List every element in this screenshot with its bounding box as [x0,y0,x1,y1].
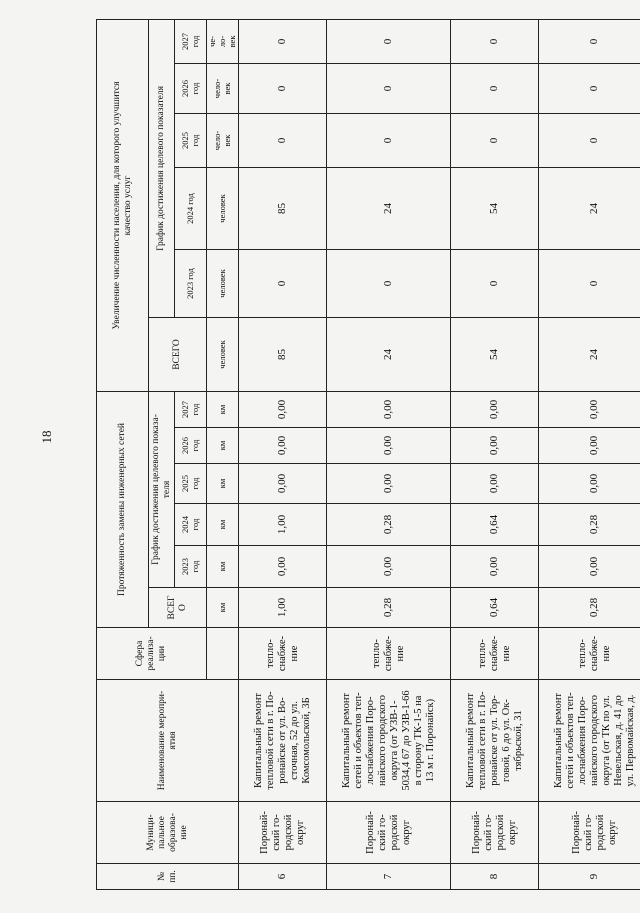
row-len-total: 1,00 [239,588,327,628]
row-sphere: тепло- снабже- ние [539,628,640,680]
row-len-2024: 0,28 [539,504,640,546]
row-pop-2024: 85 [239,168,327,250]
row-len-2025: 0,00 [327,464,451,504]
header-population-group: Увеличение численности населения, для которого улучшится качество услуг [97,19,149,391]
row-len-2025: 0,00 [539,464,640,504]
header-sphere: Сфера реализа- ции [97,628,207,680]
header-pop-2025: 2025 год [175,114,207,168]
row-no: 8 [451,864,539,890]
row-pop-2027: 0 [327,19,451,63]
row-pop-2023: 0 [451,250,539,318]
row-event: Капитальный ремонт сетей и объектов теп- лоснабжения Поро- найского городского округа (от УЗВ-1- 5034,4 67 до УЗВ-1-66 в сторону ТК-1-5 на 13 м г. Поронайск) [327,680,451,802]
page-number: 18 [39,430,54,444]
unit-len-2027: км [207,392,239,428]
header-length-schedule: График достижения целевого показа- теля [149,392,175,588]
row-len-2026: 0,00 [239,428,327,464]
row-municipality: Поронай- ский го- родской округ [327,802,451,864]
row-pop-2026: 0 [239,64,327,114]
row-pop-2024: 24 [327,168,451,250]
unit-len-2023: км [207,546,239,588]
row-len-2023: 0,00 [539,546,640,588]
header-pop-2027: 2027 год [175,19,207,63]
table-row [539,19,640,889]
header-pop-2026: 2026 год [175,64,207,114]
table-row [327,19,451,889]
row-len-2026: 0,00 [451,428,539,464]
row-len-2026: 0,00 [539,428,640,464]
row-no: 6 [239,864,327,890]
row-len-2025: 0,00 [451,464,539,504]
header-pop-2023: 2023 год [175,250,207,318]
row-len-2027: 0,00 [239,392,327,428]
row-sphere: тепло- снабже- ние [327,628,451,680]
unit-len-total: км [207,588,239,628]
row-pop-2025: 0 [327,114,451,168]
header-len-2024: 2024 год [175,504,207,546]
row-len-total: 0,28 [327,588,451,628]
row-len-2025: 0,00 [239,464,327,504]
row-pop-2024: 24 [539,168,640,250]
rotated-table-sheet [96,20,636,890]
row-len-2027: 0,00 [451,392,539,428]
header-length-group: Протяженность замены инженерных сетей [97,392,149,628]
unit-pop-total: человек [207,318,239,392]
row-len-2023: 0,00 [239,546,327,588]
row-pop-2023: 0 [239,250,327,318]
header-event-name: Наименование меропри- ятия [97,680,239,802]
row-pop-2025: 0 [451,114,539,168]
row-len-2026: 0,00 [327,428,451,464]
row-event: Капитальный ремонт тепловой сети в г. По- ронайске от ул. Во- сточная, 52 до ул. Комсомольской, 3Б [239,680,327,802]
row-pop-total: 85 [239,318,327,392]
row-pop-2027: 0 [239,19,327,63]
unit-len-2025: км [207,464,239,504]
row-pop-2026: 0 [327,64,451,114]
header-population-total: ВСЕГО [149,318,207,392]
data-table [96,19,640,890]
row-no: 7 [327,864,451,890]
row-len-2027: 0,00 [327,392,451,428]
row-event: Капитальный ремонт сетей и объектов теп- лоснабжения Поро- найского городского округа (от ТК по ул. Невельская, д. 41 до ул. Первомайская, д. [539,680,640,802]
header-len-2023: 2023 год [175,546,207,588]
unit-sphere-empty [207,628,239,680]
row-pop-2025: 0 [239,114,327,168]
row-pop-2026: 0 [451,64,539,114]
row-pop-2026: 0 [539,64,640,114]
row-pop-2023: 0 [327,250,451,318]
row-len-2024: 0,28 [327,504,451,546]
row-pop-2027: 0 [451,19,539,63]
unit-len-2024: км [207,504,239,546]
row-len-total: 0,64 [451,588,539,628]
row-pop-total: 54 [451,318,539,392]
unit-pop-2027: че- ло- век [207,19,239,63]
row-no: 9 [539,864,640,890]
header-population-schedule: График достижения целевого показателя [149,19,175,317]
unit-pop-2024: человек [207,168,239,250]
row-pop-2023: 0 [539,250,640,318]
table-row [239,19,327,889]
row-len-2024: 0,64 [451,504,539,546]
row-pop-2027: 0 [539,19,640,63]
table-row [451,19,539,889]
row-municipality: Поронай- ский го- родской округ [451,802,539,864]
row-sphere: тепло- снабже- ние [239,628,327,680]
row-len-total: 0,28 [539,588,640,628]
row-len-2027: 0,00 [539,392,640,428]
row-len-2023: 0,00 [327,546,451,588]
unit-len-2026: км [207,428,239,464]
row-len-2023: 0,00 [451,546,539,588]
row-municipality: Поронай- ский го- родской округ [539,802,640,864]
header-municipality: Муници- пальное образова- ние [97,802,239,864]
row-pop-total: 24 [327,318,451,392]
row-municipality: Поронай- ский го- родской округ [239,802,327,864]
row-event: Капитальный ремонт тепловой сети в г. По- ронайске от ул. Тор- говой, 6 до ул. Ок- тябрьской, 31 [451,680,539,802]
row-pop-2024: 54 [451,168,539,250]
header-len-2025: 2025 год [175,464,207,504]
header-pop-2024: 2024 год [175,168,207,250]
row-pop-2025: 0 [539,114,640,168]
row-pop-total: 24 [539,318,640,392]
header-no: № пп. [97,864,239,890]
header-len-2026: 2026 год [175,428,207,464]
unit-pop-2023: человек [207,250,239,318]
header-length-total: ВСЕГ О [149,588,207,628]
unit-pop-2025: чело- век [207,114,239,168]
unit-pop-2026: чело- век [207,64,239,114]
row-len-2024: 1,00 [239,504,327,546]
header-len-2027: 2027 год [175,392,207,428]
row-sphere: тепло- снабже- ние [451,628,539,680]
